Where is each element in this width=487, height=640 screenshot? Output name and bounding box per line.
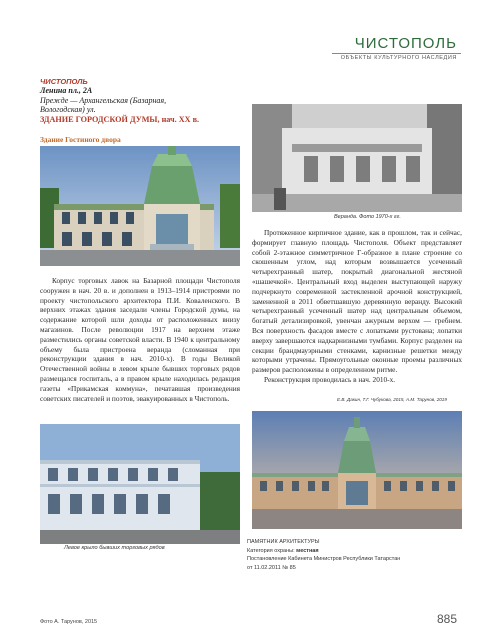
monument-category (247, 547, 400, 556)
former-street-line1: Прежде — Архангельская (Базарная, (40, 96, 167, 105)
left-column-text (40, 276, 240, 403)
header-divider (332, 53, 461, 54)
right-paragraph-2: Реконструкция проводилась в нач. 2010-х. (264, 374, 396, 384)
photo-left-wing (40, 424, 240, 544)
photo-main-facade (252, 411, 462, 529)
city-label: ЧИСТОПОЛЬ (40, 77, 88, 86)
object-title: ЗДАНИЕ ГОРОДСКОЙ ДУМЫ, нач. ХХ в. (40, 115, 200, 124)
section-header-title: ЧИСТОПОЛЬ (354, 35, 457, 52)
photo-credit: Фото А. Тарунов, 2015 (40, 619, 98, 625)
photo-veranda-1970s (252, 104, 462, 212)
photo-credits: Е.В. Дакин, Т.Г. Чубукова, 2015, А.М. Тарунов, 2019 (337, 397, 447, 402)
monument-heading: ПАМЯТНИК АРХИТЕКТУРЫ (247, 539, 320, 545)
monument-decree-date: от 11.02.2011 № 85 (247, 564, 296, 571)
monument-decree: Постановление Кабинета Министров Республики Татарстан (247, 556, 401, 563)
category-value: местная (296, 547, 319, 554)
right-paragraph-1: Протяженное кирпичное здание, как в прошлом, так и сейчас, формирует главную площадь Чистополя. Объект представляет собой 2-этажное симметричное Г-образное в плане строение со скошенным углом, над которым возвышается усеченный четырехгранный шатер, покрытый диагональной жестяной «шашечкой». Центральный вход выделен выступающей наружу подчеркнуто современной застекленной арочной конструкцией, замененной в 2011 обветшавшую деревянную веранду. Высокий четырехгранный усеченный шатер над центральным объемом, богатый детализировкой, увенчан ажурным верхом — гребнем. Вся поверхность фасадов вместе с лопатками рустована; лопатки вверху завершаются надкарнизными тумбами. Корпус разделен на секции брандмауэрными стенками, карнизные решетки между которыми утрачены. Прямоугольные оконные проемы различных размеров расположены в определенном ритме. (252, 228, 462, 375)
caption-left-wing: Левое крыло бывших торговых рядов (64, 545, 165, 551)
monument-info (247, 538, 400, 572)
former-street-line2: Вологодская) ул. (40, 105, 96, 114)
caption-veranda: Веранда. Фото 1970-х гг. (334, 214, 401, 220)
section-title: Здание Гостиного двора (40, 135, 121, 144)
page-number: 885 (436, 612, 457, 626)
street-address: Ленина пл., 2А (40, 86, 93, 95)
right-column-text (252, 228, 462, 385)
left-paragraph: Корпус торговых лавок на Базарной площади Чистополя сооружен в нач. 20 в. и дополнен в 1913–1914 пристроями по проекту чистопольского архитектора П.И. Коваленского. В верхних этажах здания заседали члены Городской думы, на содержание которой шли доходы от расположенных внизу магазинов. После революции 1917 на верхнем этаже разместились органы советской власти. В 1940 к центральному объему была пристроена веранда (сломанная при реконструкции здания в нач. 2010-х). В годы Великой Отечественной войны в левом крыле бывших торговых рядов размещался госпиталь, а в правом крыле находилась редакция газеты «Прикамская коммуна», печатавшая произведения советских писателей и поэтов, эвакуированных в Чистополь. (40, 276, 240, 403)
category-label: Категория охраны: (247, 547, 297, 554)
photo-gostiny-dvor (40, 146, 240, 266)
section-header-subtitle: ОБЪЕКТЫ КУЛЬТУРНОГО НАСЛЕДИЯ (340, 55, 457, 61)
